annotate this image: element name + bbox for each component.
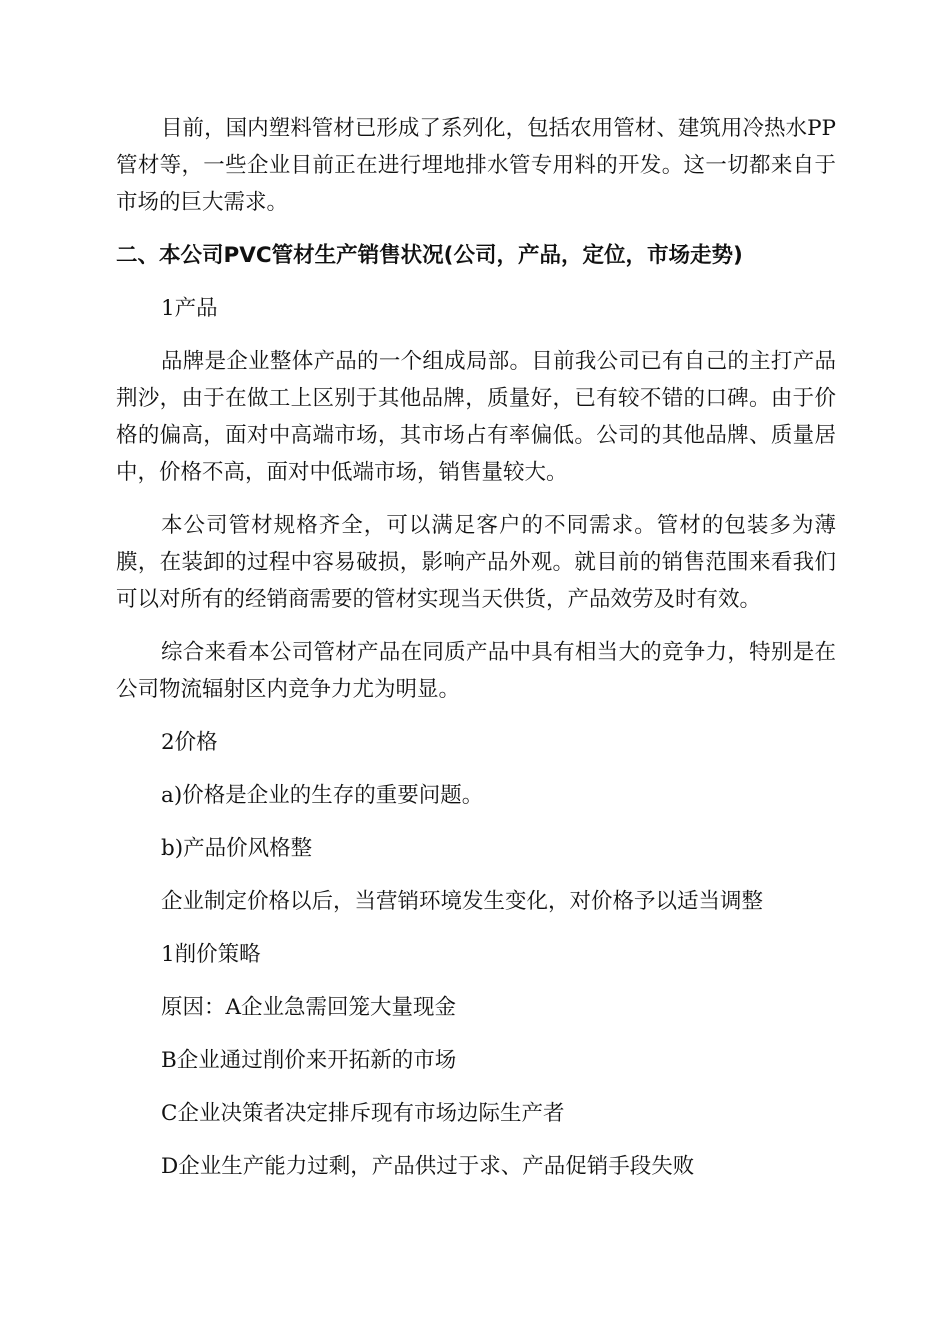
- paragraph-brand: 品牌是企业整体产品的一个组成局部。目前我公司已有自己的主打产品荆沙，由于在做工上区别于其他品牌，质量好，已有较不错的口碑。由于价格的偏高，面对中高端市场，其市场占有率偏低。公司的其他品牌、质量居中，价格不高，面对中低端市场，销售量较大。: [116, 349, 836, 485]
- paragraph-plastic-pipe-market: 目前，国内塑料管材已形成了系列化，包括农用管材、建筑用冷热水PP管材等，一些企业目前正在进行埋地排水管专用料的开发。这一切都来自于市场的巨大需求。: [116, 116, 836, 215]
- paragraph-specifications: 本公司管材规格齐全，可以满足客户的不同需求。管材的包装多为薄膜，在装卸的过程中容易破损，影响产品外观。就目前的销售范围来看我们可以对所有的经销商需要的管材实现当天供货，产品效劳及时有效。: [116, 513, 836, 612]
- reason-d: D企业生产能力过剩，产品供过于求、产品促销手段失败: [161, 1154, 695, 1179]
- subheading-price: 2价格: [161, 730, 218, 755]
- paragraph-competitiveness: 综合来看本公司管材产品在同质产品中具有相当大的竞争力，特别是在公司物流辐射区内竞争力尤为明显。: [116, 640, 836, 702]
- subheading-price-cut-strategy: 1削价策略: [161, 942, 261, 967]
- reason-b: B企业通过削价来开拓新的市场: [161, 1048, 457, 1073]
- paragraph-price-adjustment: 企业制定价格以后，当营销环境发生变化，对价格予以适当调整: [161, 889, 764, 914]
- section-heading: 二、本公司PVC管材生产销售状况(公司，产品，定位，市场走势): [116, 243, 743, 268]
- reason-c: C企业决策者决定排斥现有市场边际生产者: [161, 1101, 565, 1126]
- list-item-b: b)产品价风格整: [161, 836, 313, 861]
- list-item-a: a)价格是企业的生存的重要问题。: [161, 783, 484, 808]
- reason-a: 原因：A企业急需回笼大量现金: [161, 995, 457, 1020]
- document-page: [116, 110, 836, 1185]
- subheading-product: 1产品: [161, 296, 218, 321]
